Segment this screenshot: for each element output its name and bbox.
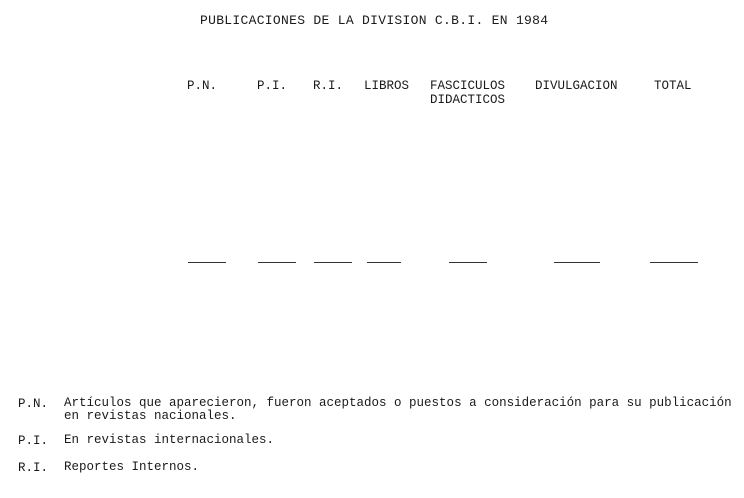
column-header: P.I.: [257, 79, 288, 93]
note-text: En revistas internacionales.: [64, 433, 275, 447]
sum-rule: [367, 262, 401, 263]
column-header: R.I.: [313, 79, 344, 93]
document-title: PUBLICACIONES DE LA DIVISION C.B.I. EN 1984: [200, 13, 549, 28]
column-header: FASCICULOS DIDACTICOS: [430, 79, 506, 107]
note-key: P.N.: [18, 397, 49, 411]
column-header: DIVULGACION: [535, 79, 618, 93]
sum-rule: [258, 262, 296, 263]
sum-rule: [449, 262, 487, 263]
column-header: LIBROS: [364, 79, 410, 93]
sum-rule: [188, 262, 226, 263]
sum-rule: [650, 262, 698, 263]
note-text: Reportes Internos.: [64, 460, 200, 474]
sum-rule: [554, 262, 600, 263]
note-key: R.I.: [18, 461, 49, 475]
column-header: TOTAL: [654, 79, 692, 93]
column-header: P.N.: [187, 79, 218, 93]
note-key: P.I.: [18, 434, 49, 448]
sum-rule: [314, 262, 352, 263]
note-text: Artículos que aparecieron, fueron aceptados o puestos a consideración para su publicación en revistas nacionales.: [64, 396, 732, 423]
